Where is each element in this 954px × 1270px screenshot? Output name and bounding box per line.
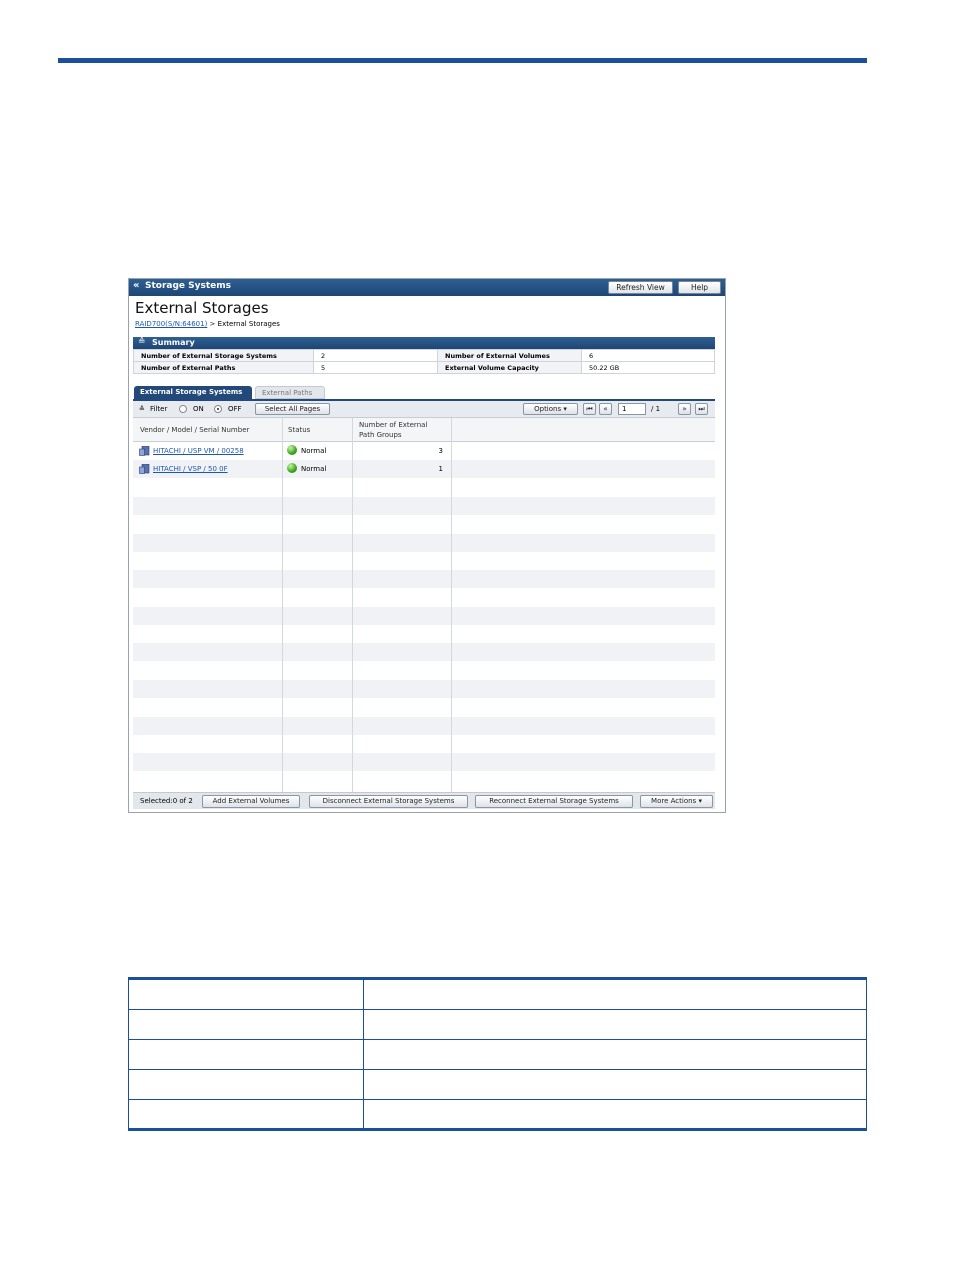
summary-key: Number of External Paths	[134, 362, 314, 374]
select-all-pages-button[interactable]: Select All Pages	[255, 403, 330, 415]
storage-system-icon	[139, 446, 150, 456]
empty-table-row	[133, 643, 715, 661]
grid-footer	[133, 792, 715, 809]
filter-on-label: ON	[193, 405, 204, 413]
empty-table-row	[133, 698, 715, 716]
next-page-icon[interactable]: »	[678, 403, 691, 415]
status-text: Normal	[301, 447, 327, 455]
summary-title: Summary	[152, 338, 195, 347]
help-button[interactable]: Help	[678, 281, 721, 294]
filter-on-radio[interactable]	[179, 405, 187, 413]
last-page-icon[interactable]: ⏭	[695, 403, 708, 415]
breadcrumb-link-storage[interactable]: RAID700(S/N:64601)	[135, 320, 208, 328]
table-bottom-rule	[128, 1128, 867, 1131]
tab-external-paths[interactable]: External Paths	[255, 386, 325, 399]
column-header-vendor[interactable]: Vendor / Model / Serial Number	[140, 426, 250, 434]
page-top-rule	[58, 58, 867, 63]
column-divider	[451, 418, 452, 792]
summary-table	[133, 349, 715, 374]
panel-header-title: Storage Systems	[145, 281, 232, 291]
status-cell	[287, 442, 326, 460]
options-label: Options	[534, 405, 562, 413]
table-column-line	[866, 980, 867, 1128]
breadcrumb	[135, 320, 280, 328]
external-storages-window	[128, 278, 726, 813]
page-title: External Storages	[135, 299, 269, 317]
grid-header	[133, 418, 715, 442]
summary-value: 6	[582, 350, 715, 362]
breadcrumb-current: External Storages	[217, 320, 280, 328]
empty-table-row	[133, 753, 715, 771]
filter-off-label: OFF	[228, 405, 242, 413]
status-normal-icon	[287, 445, 297, 455]
grid-toolbar	[133, 401, 715, 418]
table-column-line	[363, 980, 364, 1128]
external-storage-grid	[133, 418, 715, 792]
collapse-up-icon[interactable]: ≙	[138, 337, 146, 347]
refresh-view-button[interactable]: Refresh View	[608, 281, 673, 294]
empty-table-row	[133, 771, 715, 789]
table-row-line	[128, 1099, 867, 1100]
previous-page-icon[interactable]: «	[599, 403, 612, 415]
empty-table-row	[133, 588, 715, 606]
filter-label: Filter	[150, 405, 168, 413]
chevron-down-icon: ▾	[698, 797, 702, 805]
empty-table-row	[133, 479, 715, 497]
summary-header[interactable]	[133, 337, 715, 349]
tab-external-storage-systems[interactable]: External Storage Systems	[134, 386, 252, 399]
empty-table-row	[133, 735, 715, 753]
empty-table-row	[133, 570, 715, 588]
collapse-chevron-icon[interactable]: «	[133, 280, 140, 291]
summary-row	[134, 350, 715, 362]
disconnect-external-storage-button[interactable]: Disconnect External Storage Systems	[309, 795, 468, 808]
column-divider	[282, 418, 283, 792]
empty-table-row	[133, 625, 715, 643]
column-divider	[352, 418, 353, 792]
summary-key: Number of External Storage Systems	[134, 350, 314, 362]
table-column-line	[128, 980, 129, 1128]
empty-table-row	[133, 717, 715, 735]
filter-icon[interactable]: ≙	[139, 405, 145, 413]
status-text: Normal	[301, 465, 327, 473]
empty-table-row	[133, 662, 715, 680]
storage-system-icon	[139, 464, 150, 474]
summary-value: 2	[314, 350, 438, 362]
table-row-line	[128, 1009, 867, 1010]
summary-value: 5	[314, 362, 438, 374]
column-header-path-groups-line1[interactable]: Number of External	[359, 421, 428, 429]
column-header-path-groups-line2[interactable]: Path Groups	[359, 431, 402, 439]
reconnect-external-storage-button[interactable]: Reconnect External Storage Systems	[475, 795, 633, 808]
empty-table-row	[133, 497, 715, 515]
filter-off-radio[interactable]	[214, 405, 222, 413]
panel-header	[129, 279, 725, 296]
table-row-line	[128, 1039, 867, 1040]
empty-table-row	[133, 534, 715, 552]
empty-table-row	[133, 515, 715, 533]
add-external-volumes-button[interactable]: Add External Volumes	[202, 795, 300, 808]
chevron-down-icon: ▾	[563, 405, 567, 413]
summary-value: 50.22 GB	[582, 362, 715, 374]
vendor-link[interactable]: HITACHI / VSP / 50 0F	[153, 465, 228, 473]
column-header-status[interactable]: Status	[288, 426, 311, 434]
vendor-link[interactable]: HITACHI / USP VM / 00258	[153, 447, 244, 455]
options-button[interactable]	[523, 403, 578, 415]
path-groups-cell: 3	[438, 447, 443, 455]
summary-key: Number of External Volumes	[438, 350, 582, 362]
more-actions-button[interactable]	[640, 795, 713, 808]
summary-key: External Volume Capacity	[438, 362, 582, 374]
breadcrumb-separator: >	[209, 320, 216, 328]
summary-row	[134, 362, 715, 374]
empty-table-row	[133, 680, 715, 698]
table-row[interactable]	[133, 460, 715, 478]
first-page-icon[interactable]: ⏮	[583, 403, 596, 415]
selection-count: Selected:0 of 2	[140, 797, 193, 805]
page-count: / 1	[651, 405, 661, 413]
empty-table-row	[133, 607, 715, 625]
empty-table-row	[133, 552, 715, 570]
table-top-rule	[128, 977, 867, 980]
status-normal-icon	[287, 463, 297, 473]
table-row-line	[128, 1069, 867, 1070]
page-number-input[interactable]: 1	[618, 403, 646, 415]
status-cell	[287, 460, 326, 478]
more-actions-label: More Actions	[651, 797, 697, 805]
path-groups-cell: 1	[438, 465, 443, 473]
table-row[interactable]	[133, 442, 715, 460]
